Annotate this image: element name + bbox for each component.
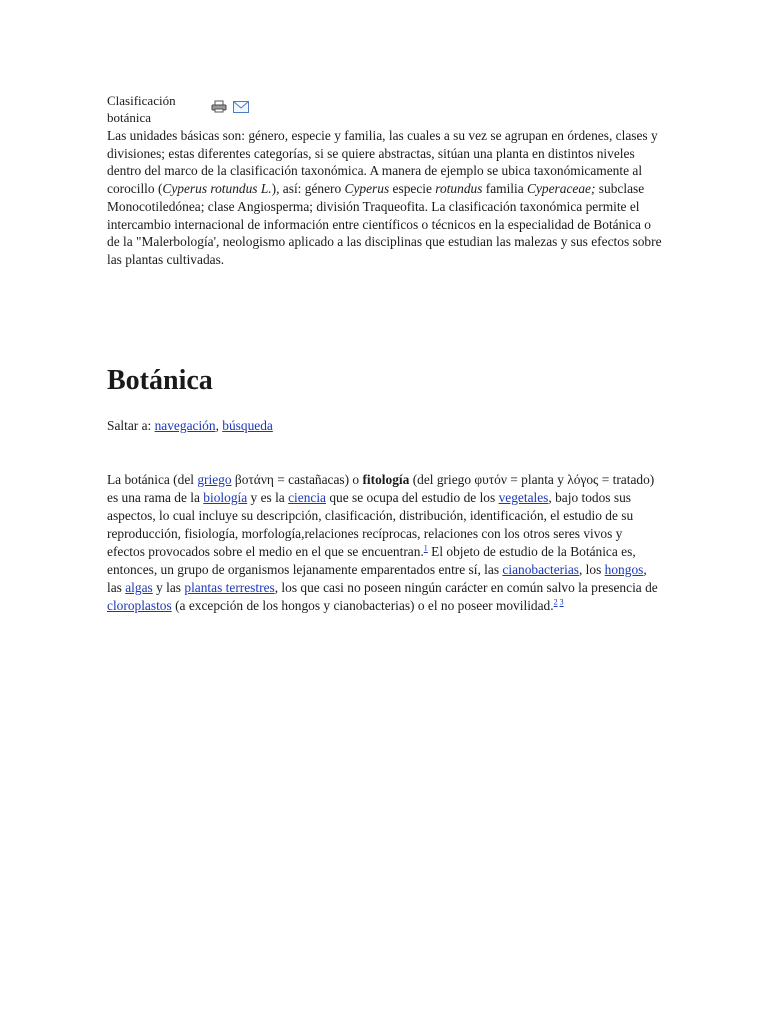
link-cloroplastos[interactable]: cloroplastos [107, 598, 172, 613]
article-title: Botánica [107, 365, 213, 396]
footnote-link-2[interactable]: 2 [553, 597, 558, 607]
link-vegetales[interactable]: vegetales [498, 490, 549, 505]
link-hongos[interactable]: hongos [604, 562, 644, 577]
printer-icon[interactable] [211, 100, 227, 118]
link-biologia[interactable]: biología [203, 490, 248, 505]
document-page [107, 92, 663, 613]
jump-links: Saltar a: navegación, búsqueda [107, 418, 273, 433]
mail-icon[interactable] [233, 100, 249, 118]
footnote-link-3[interactable]: 3 [559, 597, 564, 607]
link-algas[interactable]: algas [125, 580, 153, 595]
link-plantas-terrestres[interactable]: plantas terrestres [184, 580, 275, 595]
footnote-link-1[interactable]: 1 [423, 543, 428, 553]
link-cianobacterias[interactable]: cianobacterias [502, 562, 579, 577]
article-paragraph: La botánica (del griego βοτάνη = castañacas) o fitología (del griego φυτόν = planta y λόγος = tratado) es una rama de la biología y es la ciencia que se ocupa del estudio de los vegetales, bajo todos sus aspectos, lo cual incluye su descripción, clasificación, distribución, identificación, el estudio de su reproducción, fisiología, morfología,relaciones recíprocas, relaciones con los otros seres vivos y efectos provocados sobre el medio en el que se encuentran.$^1$ El objeto de estudio de la Botánica es, entonces, un grupo de organismos lejanamente emparentados entre sí, las cianobacterias, los hongos, las algas y las plantas terrestres, los que casi no poseen ningún carácter en común salvo la presencia de cloroplastos (a excepción de los hongos y cianobacterias) o el no poseer movilidad.$^{2 3}$ [107, 472, 658, 613]
header-icons [211, 100, 249, 118]
section-title: Clasificación botánica [107, 93, 176, 125]
section-header [107, 92, 663, 126]
link-busqueda[interactable]: búsqueda [222, 418, 273, 433]
link-ciencia[interactable]: ciencia [288, 490, 327, 505]
intro-paragraph: Las unidades básicas son: género, especie y familia, las cuales a su vez se agrupan en órdenes, clases y divisiones; estas diferentes categorías, si se quiere abstractas, sitúan una planta en distintos niveles dentro del marco de la clasificación taxonómica. A manera de ejemplo se ubica taxonómicamente al corocillo (Cyperus rotundus L.), así: género Cyperus especie rotundus familia Cyperaceae; subclase Monocotiledónea; clase Angiosperma; división Traqueofita. La clasificación taxonómica permite el intercambio internacional de información entre científicos o técnicos en la especialidad de Botánica o de la "Malerbología', neologismo aplicado a las disciplinas que estudian las malezas y sus efectos sobre las plantas cultivadas. [107, 128, 662, 267]
link-navegacion[interactable]: navegación [154, 418, 216, 433]
link-griego[interactable]: griego [197, 472, 232, 487]
